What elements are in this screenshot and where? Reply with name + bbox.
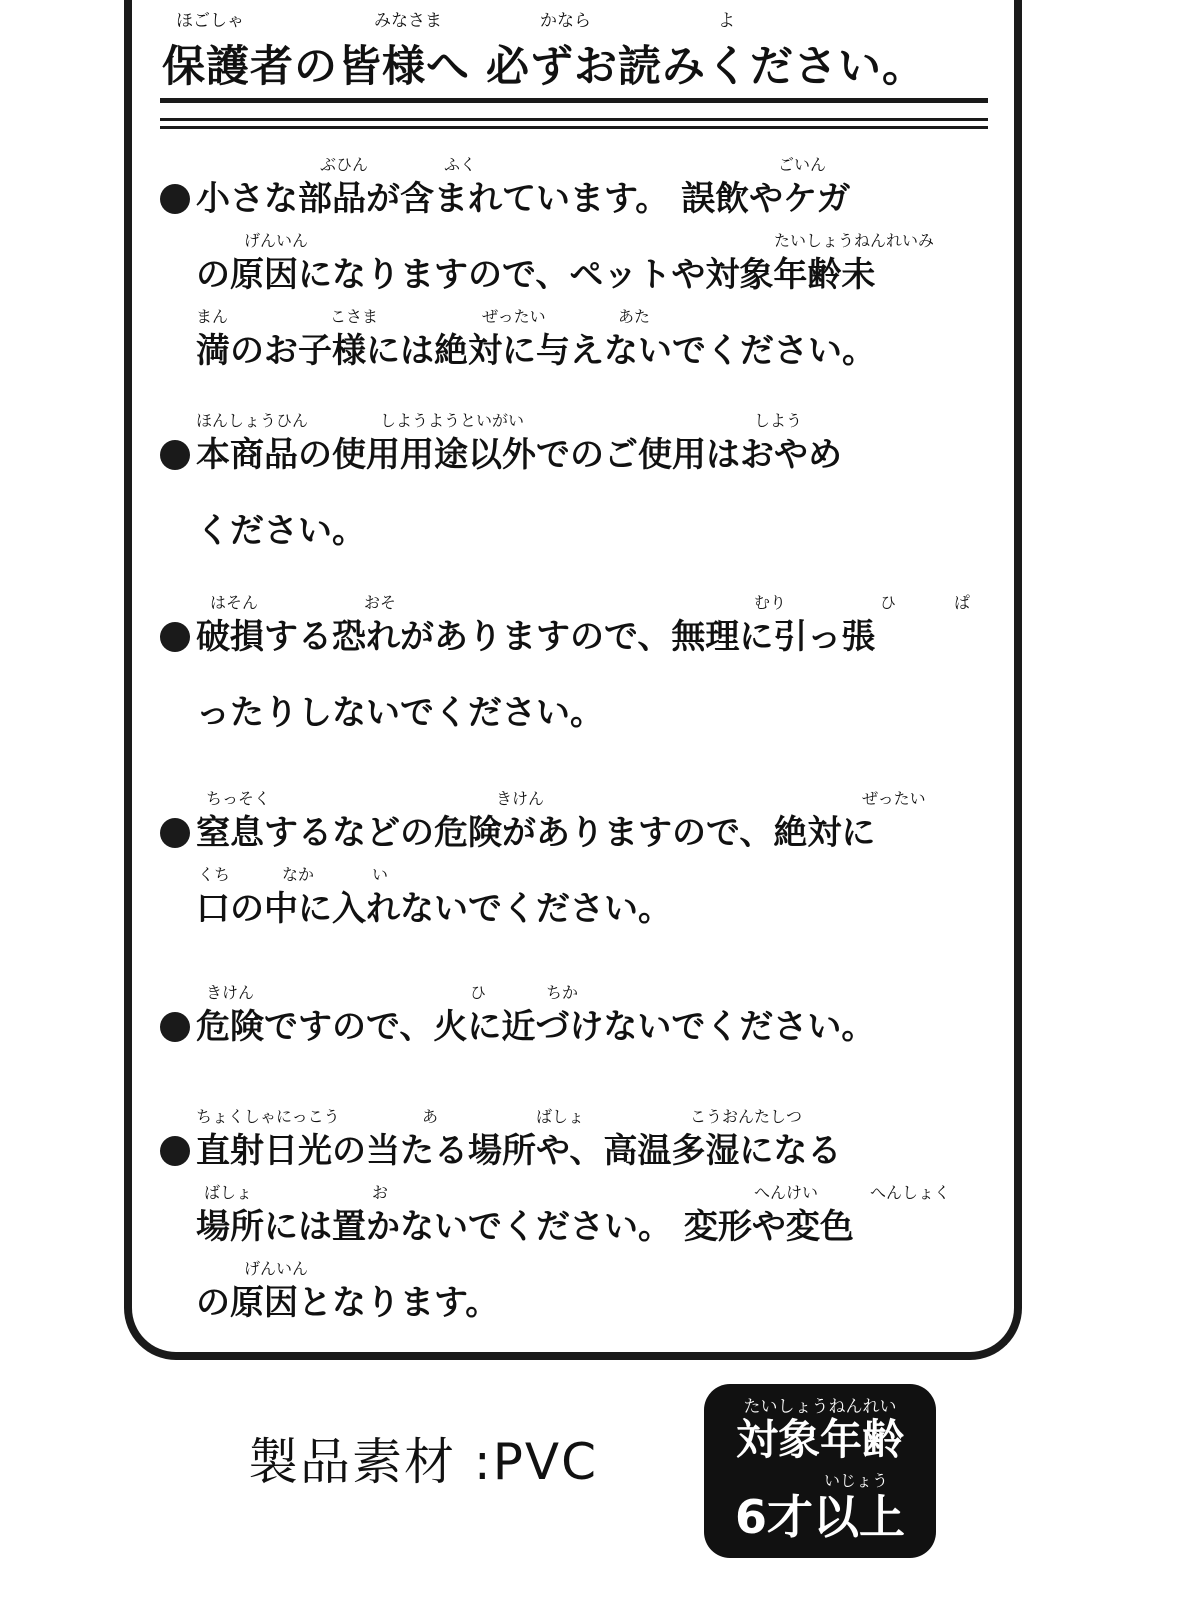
ruby: ぶひん xyxy=(320,155,369,174)
ruby: ほんしょうひん xyxy=(196,411,309,430)
ruby: へんしょく xyxy=(870,1183,951,1202)
ruby: へんけい xyxy=(754,1183,819,1202)
item-text: の原因になりますので、ペットや対象年齢未 xyxy=(196,255,876,295)
ruby: はそん xyxy=(210,593,259,612)
item-text: ったりしないでください。 xyxy=(196,693,604,733)
item-text: 危険ですので、火に近づけないでください。 xyxy=(196,1007,876,1047)
item-text: 窒息するなどの危険がありますので、絶対に xyxy=(196,813,876,853)
ruby: ぜったい xyxy=(482,307,546,326)
ruby: ひ xyxy=(880,593,897,612)
ruby: みなさま xyxy=(374,11,442,31)
item-text: 本商品の使用用途以外でのご使用はおやめ xyxy=(196,435,842,475)
item-text: 小さな部品が含まれています。 誤飲やケガ xyxy=(196,179,851,219)
item-text: ください。 xyxy=(196,511,366,551)
divider xyxy=(160,126,988,129)
list-item xyxy=(160,590,1000,742)
ruby: しよう xyxy=(754,411,803,430)
ruby: ちょくしゃにっこう xyxy=(196,1107,340,1126)
title-ruby xyxy=(162,6,992,30)
ruby: こさま xyxy=(330,307,379,326)
ruby: ちっそく xyxy=(206,789,271,808)
age-badge xyxy=(704,1384,936,1558)
ruby: ばしょ xyxy=(536,1107,585,1126)
ruby: い xyxy=(372,865,389,884)
list-item xyxy=(160,980,1000,1056)
ruby: ひ xyxy=(470,983,487,1002)
item-text: 破損する恐れがありますので、無理に引っ張 xyxy=(196,617,876,657)
ruby: ごいん xyxy=(778,155,827,174)
age-ruby-top: たいしょうねんれい xyxy=(743,1397,897,1417)
ruby: たいしょうねんれいみ xyxy=(774,231,935,250)
item-text: 場所には置かないでください。 変形や変色 xyxy=(196,1207,854,1247)
age-label: 対象年齢 xyxy=(735,1415,904,1464)
item-text: 口の中に入れないでください。 xyxy=(196,889,672,929)
title-underline xyxy=(160,98,988,103)
ruby: ちか xyxy=(546,983,579,1002)
ruby: ぱ xyxy=(954,593,971,612)
divider xyxy=(160,118,988,121)
ruby: こうおんたしつ xyxy=(690,1107,803,1126)
age-ruby-bottom: いじょう xyxy=(824,1471,889,1490)
ruby: あ xyxy=(422,1107,439,1126)
ruby: むり xyxy=(754,593,787,612)
item-text: 満のお子様には絶対に与えないでください。 xyxy=(196,331,876,371)
age-value: 6才以上 xyxy=(734,1490,905,1544)
item-text: 直射日光の当たる場所や、高温多湿になる xyxy=(196,1131,842,1171)
ruby: きけん xyxy=(206,983,255,1002)
ruby: よ xyxy=(718,11,735,31)
ruby: ばしょ xyxy=(204,1183,253,1202)
item-text: の原因となります。 xyxy=(196,1283,500,1323)
ruby: しようようといがい xyxy=(380,411,525,430)
list-item xyxy=(160,1104,1000,1332)
page-title: 保護者の皆様へ 必ずお読みください。 xyxy=(162,42,926,92)
ruby: お xyxy=(372,1183,389,1202)
material-label: 製品素材 :PVC xyxy=(248,1433,599,1491)
ruby: げんいん xyxy=(244,231,309,250)
ruby: なか xyxy=(282,865,315,884)
ruby: あた xyxy=(618,307,651,326)
list-item xyxy=(160,786,1000,938)
ruby: げんいん xyxy=(244,1259,309,1278)
ruby: きけん xyxy=(496,789,545,808)
ruby: ほごしゃ xyxy=(176,11,244,31)
ruby: ふく xyxy=(444,155,477,174)
ruby: まん xyxy=(196,307,229,326)
ruby: くち xyxy=(198,865,231,884)
ruby: おそ xyxy=(364,593,397,612)
list-item xyxy=(160,408,1000,560)
ruby: かなら xyxy=(540,11,591,31)
ruby: ぜったい xyxy=(862,789,926,808)
list-item xyxy=(160,152,1000,380)
